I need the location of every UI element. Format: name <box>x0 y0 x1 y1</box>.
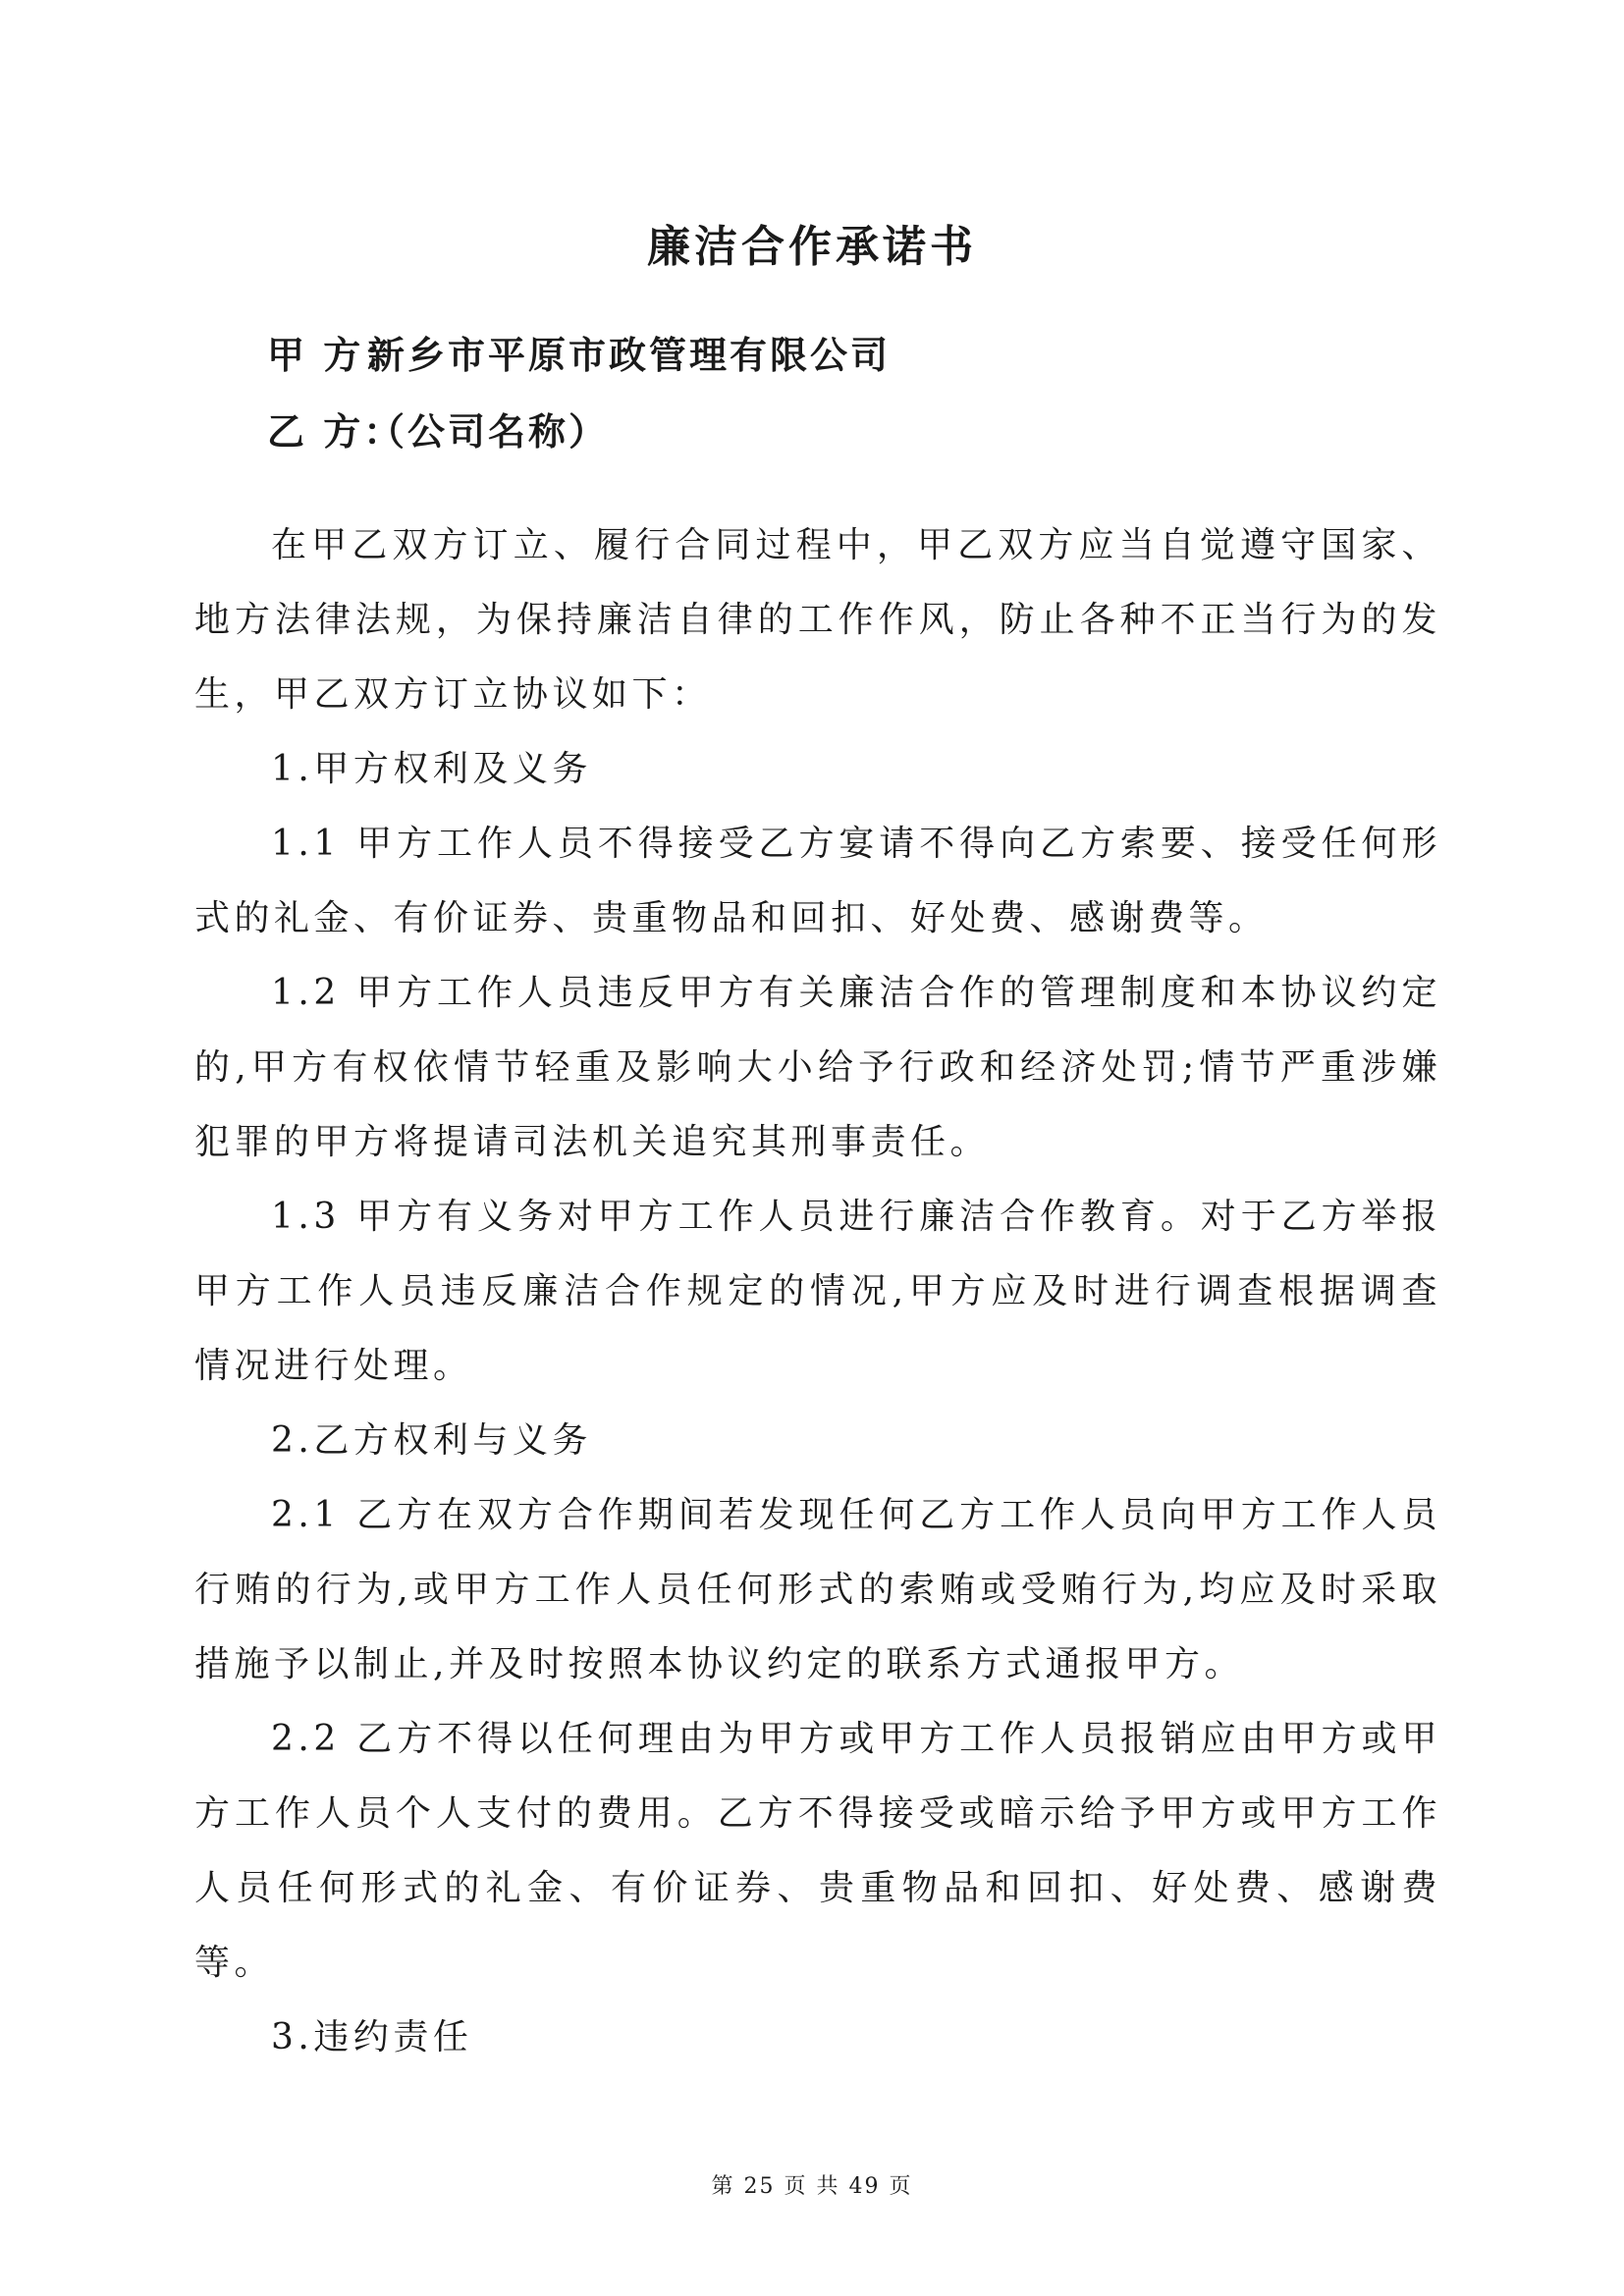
clause-1-2: 1.2 甲方工作人员违反甲方有关廉洁合作的管理制度和本协议约定的,甲方有权依情节轻重及影响大小给予行政和经济处罚;情节严重涉嫌犯罪的甲方将提请司法机关追究其刑事责任。 <box>194 973 1441 1162</box>
party-b-label: 乙 方： <box>267 409 405 454</box>
clause-1-1: 1.1 甲方工作人员不得接受乙方宴请不得向乙方索要、接受任何形式的礼金、有价证券、贵重物品和回扣、好处费、感谢费等。 <box>194 824 1441 938</box>
page-footer <box>0 2172 1624 2202</box>
party-a-value: 新乡市平原市政管理有限公司 <box>367 333 892 377</box>
document-body <box>194 508 1441 2075</box>
party-a-line <box>267 330 891 381</box>
party-b-value: （公司名称） <box>367 409 610 454</box>
section-heading-1: 1.甲方权利及义务 <box>271 749 592 789</box>
party-a-label: 甲 方： <box>267 333 405 377</box>
total-page-number: 49 <box>848 2174 881 2199</box>
party-b-line <box>267 406 609 457</box>
section-heading-2: 2.乙方权利与义务 <box>271 1420 592 1461</box>
document-title: 廉洁合作承诺书 <box>647 222 977 272</box>
clause-2-1: 2.1 乙方在双方合作期间若发现任何乙方工作人员向甲方工作人员行贿的行为,或甲方工作人员任何形式的索贿或受贿行为,均应及时采取措施予以制止,并及时按照本协议约定的联系方式通报甲方。 <box>194 1495 1441 1684</box>
clause-2-2: 2.2 乙方不得以任何理由为甲方或甲方工作人员报销应由甲方或甲方工作人员个人支付的费用。乙方不得接受或暗示给予甲方或甲方工作人员任何形式的礼金、有价证券、贵重物品和回扣、好处费、感谢费等。 <box>194 1719 1441 1983</box>
current-page-number: 25 <box>743 2174 776 2199</box>
footer-prefix: 第 <box>711 2174 735 2199</box>
section-heading-3: 3.违约责任 <box>271 2017 473 2057</box>
footer-middle: 页 共 <box>784 2174 840 2199</box>
footer-suffix: 页 <box>889 2174 913 2199</box>
clause-1-3: 1.3 甲方有义务对甲方工作人员进行廉洁合作教育。对于乙方举报甲方工作人员违反廉洁合作规定的情况,甲方应及时进行调查根据调查情况进行处理。 <box>194 1197 1441 1386</box>
paragraph-intro: 在甲乙双方订立、履行合同过程中，甲乙双方应当自觉遵守国家、地方法律法规，为保持廉洁自律的工作作风，防止各种不正当行为的发生，甲乙双方订立协议如下： <box>194 525 1441 715</box>
